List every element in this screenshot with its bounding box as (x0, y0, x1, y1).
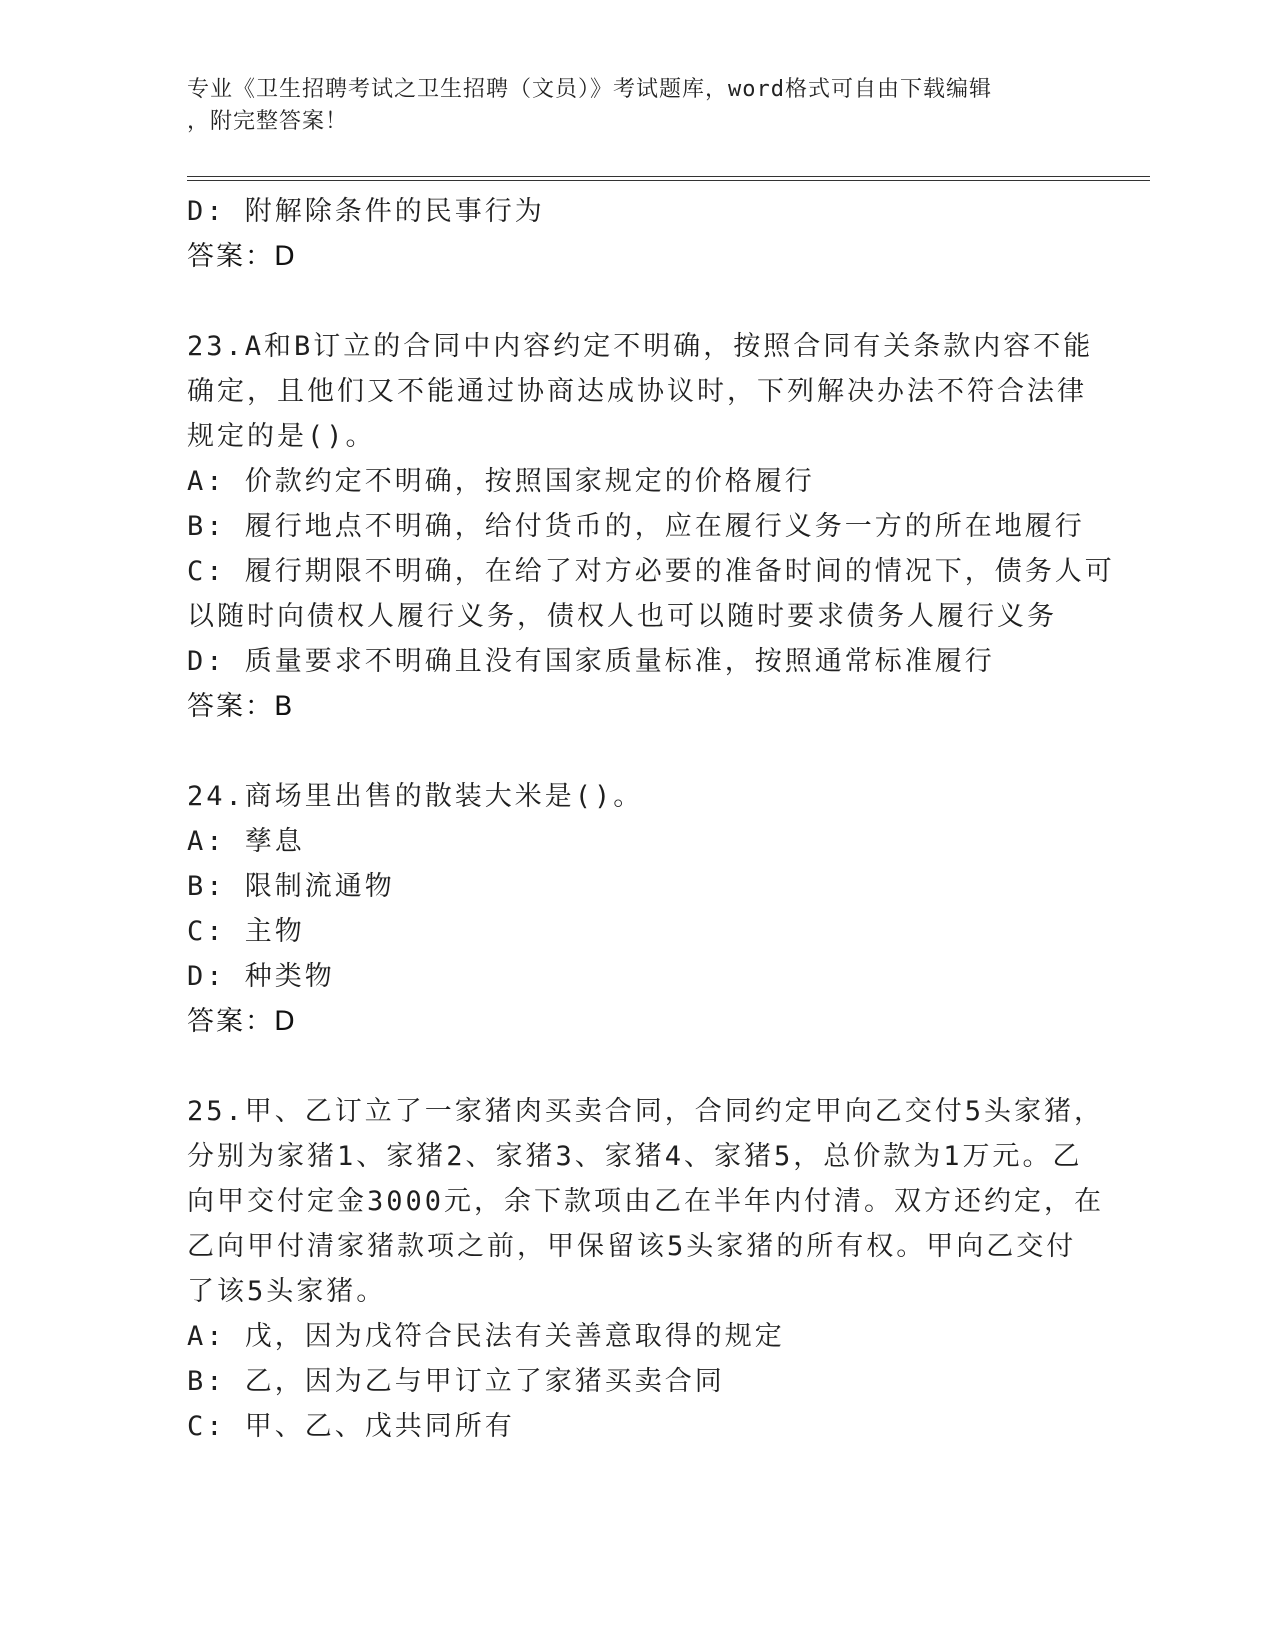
question-stem: 24.商场里出售的散装大米是()。 (187, 781, 644, 812)
spacer (187, 1044, 1087, 1089)
option-b: B: 乙，因为乙与甲订立了家猪买卖合同 (187, 1366, 725, 1397)
option-d: D: 附解除条件的民事行为 (187, 196, 545, 227)
option-d: D: 种类物 (187, 961, 335, 992)
option-a: A: 孳息 (187, 826, 305, 857)
option-b: B: 限制流通物 (187, 871, 395, 902)
header-line-2: ，附完整答案！ (187, 109, 349, 134)
question-stem: 规定的是()。 (187, 421, 376, 452)
question-stem: 向甲交付定金3000元，余下款项由乙在半年内付清。双方还约定，在 (187, 1186, 1105, 1217)
question-stem: 分别为家猪1、家猪2、家猪3、家猪4、家猪5，总价款为1万元。乙 (187, 1141, 1083, 1172)
option-a: A: 戊，因为戊符合民法有关善意取得的规定 (187, 1321, 785, 1352)
answer: 答案：D (187, 1006, 297, 1037)
option-c: C: 主物 (187, 916, 305, 947)
question-stem: 乙向甲付清家猪款项之前，甲保留该5头家猪的所有权。甲向乙交付 (187, 1231, 1077, 1262)
answer: 答案：B (187, 691, 295, 722)
question-23 (187, 324, 1115, 729)
option-c: C: 履行期限不明确，在给了对方必要的准备时间的情况下，债务人可 (187, 556, 1115, 587)
header-divider (187, 176, 1150, 181)
header-line-1: 专业《卫生招聘考试之卫生招聘（文员）》考试题库，word格式可自由下载编辑 (187, 77, 992, 102)
option-c: C: 甲、乙、戊共同所有 (187, 1411, 515, 1442)
option-d: D: 质量要求不明确且没有国家质量标准，按照通常标准履行 (187, 646, 995, 677)
option-b: B: 履行地点不明确，给付货币的，应在履行义务一方的所在地履行 (187, 511, 1085, 542)
question-stem: 23.A和B订立的合同中内容约定不明确，按照合同有关条款内容不能 (187, 331, 1094, 362)
answer: 答案：D (187, 241, 297, 272)
option-c-continued: 以随时向债权人履行义务，债权人也可以随时要求债务人履行义务 (187, 601, 1057, 632)
question-stem: 25.甲、乙订立了一家猪肉买卖合同，合同约定甲向乙交付5头家猪， (187, 1096, 1105, 1127)
question-24 (187, 774, 1087, 1044)
spacer (187, 729, 1087, 774)
page-header (187, 74, 1067, 138)
option-a: A: 价款约定不明确，按照国家规定的价格履行 (187, 466, 815, 497)
question-stem: 了该5头家猪。 (187, 1276, 387, 1307)
question-25 (187, 1089, 1105, 1449)
spacer (187, 279, 1087, 324)
question-stem: 确定，且他们又不能通过协商达成协议时，下列解决办法不符合法律 (187, 376, 1087, 407)
question-content (187, 189, 1115, 1449)
